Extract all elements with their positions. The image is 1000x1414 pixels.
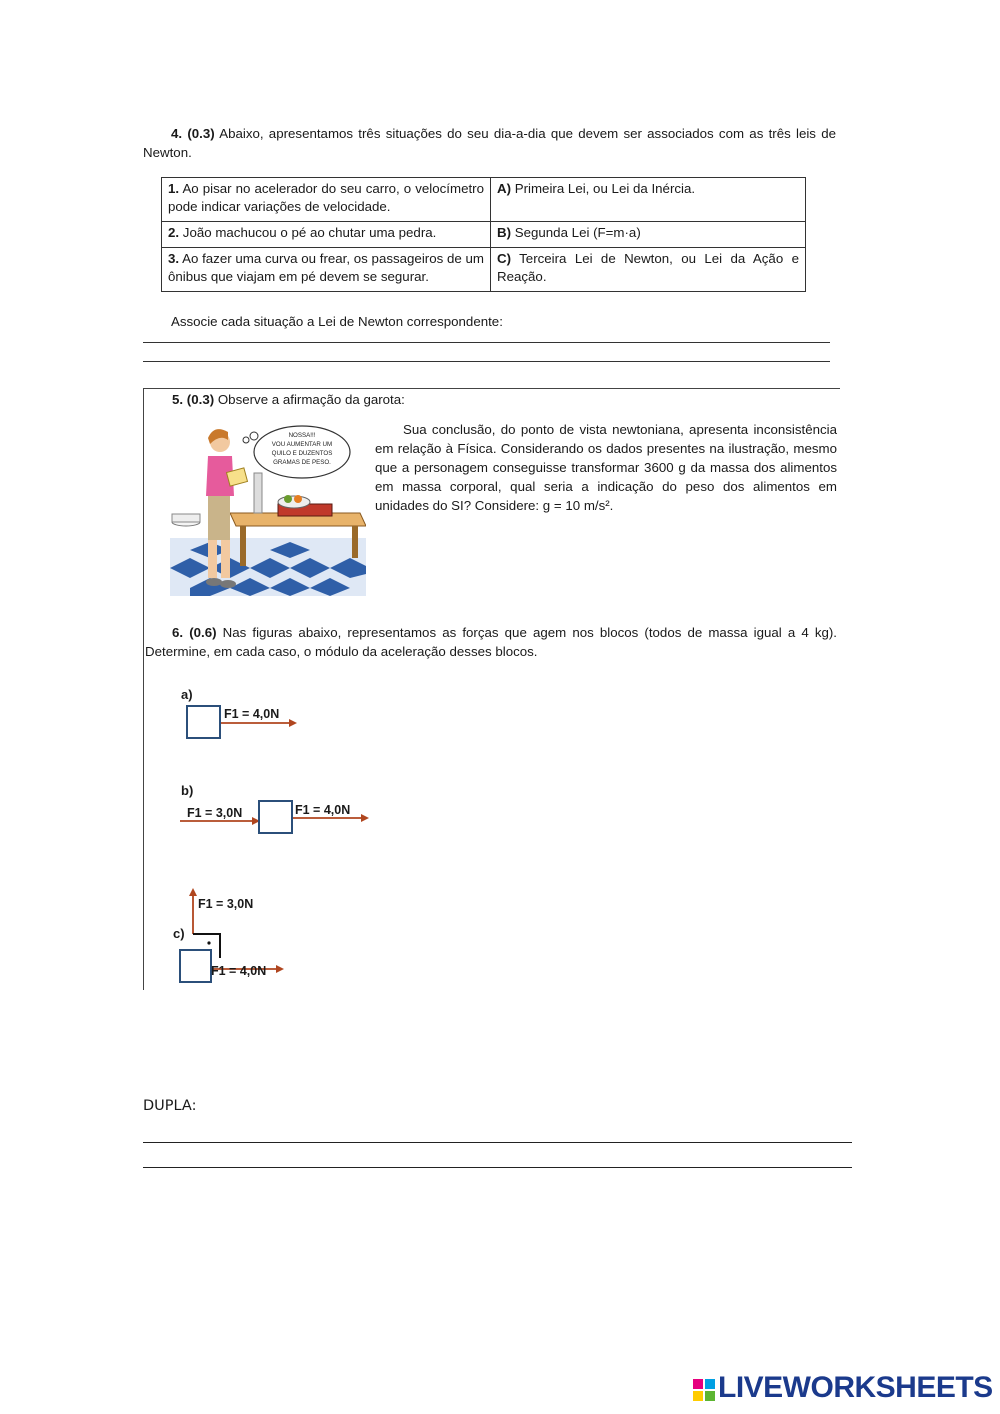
dupla-label: DUPLA: [143,1098,197,1114]
block-b [258,800,293,834]
q4-prompt: Associe cada situação a Lei de Newton correspondente: [171,314,503,329]
situation-cell: 1. Ao pisar no acelerador do seu carro, o velocímetro pode indicar variações de velocidade. [162,178,491,222]
q5-title: 5. (0.3) Observe a afirmação da garota: [172,392,405,407]
force-arrow-a [221,718,297,728]
situation-cell: 2. João machucou o pé ao chutar uma pedra. [162,222,491,248]
q4-statement [143,124,836,162]
section-frame-top [143,388,840,389]
table-row [162,248,806,292]
table-row [162,222,806,248]
case-c-label: c) [173,926,185,941]
svg-text:QUILO E DUZENTOS: QUILO E DUZENTOS [271,450,333,457]
case-b-label: b) [181,783,194,798]
situation-cell: 3. Ao fazer uma curva ou frear, os passageiros de um ônibus que viajam em pé devem se segurar. [162,248,491,292]
q4-answer-line-1[interactable] [143,342,830,343]
girl-illustration [170,418,366,596]
q4-number: 4. [171,126,183,141]
liveworksheets-logo-icon [693,1379,717,1401]
section-frame-left [143,388,144,990]
force-label-b-right: F1 = 4,0N [295,803,351,817]
case-a-label: a) [181,687,193,702]
q4-answer-line-2[interactable] [143,361,830,362]
q5-text: Sua conclusão, do ponto de vista newtoniana, apresenta inconsistência em relação à Física. Considerando os dados presentes na ilustração, mesmo que a personagem conseguisse transformar 3600 g da massa dos alimentos em massa corporal, qual seria a indicação do peso dos alimentos em unidades do SI? Considere: g = 10 m/s². [375,422,837,513]
law-cell: A) Primeira Lei, ou Lei da Inércia. [491,178,806,222]
force-arrow-b-left [180,816,260,826]
brand-name: LIVEWORKSHEETS [718,1371,993,1404]
svg-text:NOSSA!!!: NOSSA!!! [288,432,316,439]
dupla-line-2[interactable] [143,1167,852,1168]
q4-table [161,177,806,292]
q4-points: (0.3) [187,126,215,141]
law-cell: C) Terceira Lei de Newton, ou Lei da Ação e Reação. [491,248,806,292]
svg-text:GRAMAS DE PESO.: GRAMAS DE PESO. [273,459,331,466]
q6-statement: 6. (0.6) Nas figuras abaixo, representamos as forças que agem nos blocos (todos de massa igual a 4 kg). Determine, em cada caso, o módulo da aceleração desses blocos. [145,625,837,659]
force-label-a: F1 = 4,0N [224,707,280,721]
force-label-c-up: F1 = 3,0N [198,897,254,911]
table-row [162,178,806,222]
block-a [186,705,221,739]
dupla-line-1[interactable] [143,1142,852,1143]
force-arrow-b-right [293,813,369,823]
force-label-b-left: F1 = 3,0N [187,806,243,820]
law-cell: B) Segunda Lei (F=m·a) [491,222,806,248]
q4-text: Abaixo, apresentamos três situações do seu dia-a-dia que devem ser associados com as três leis de Newton. [143,126,836,160]
force-label-c-right: F1 = 4,0N [211,964,267,978]
block-c [179,949,212,983]
svg-text:VOU AUMENTAR UM: VOU AUMENTAR UM [271,441,333,448]
